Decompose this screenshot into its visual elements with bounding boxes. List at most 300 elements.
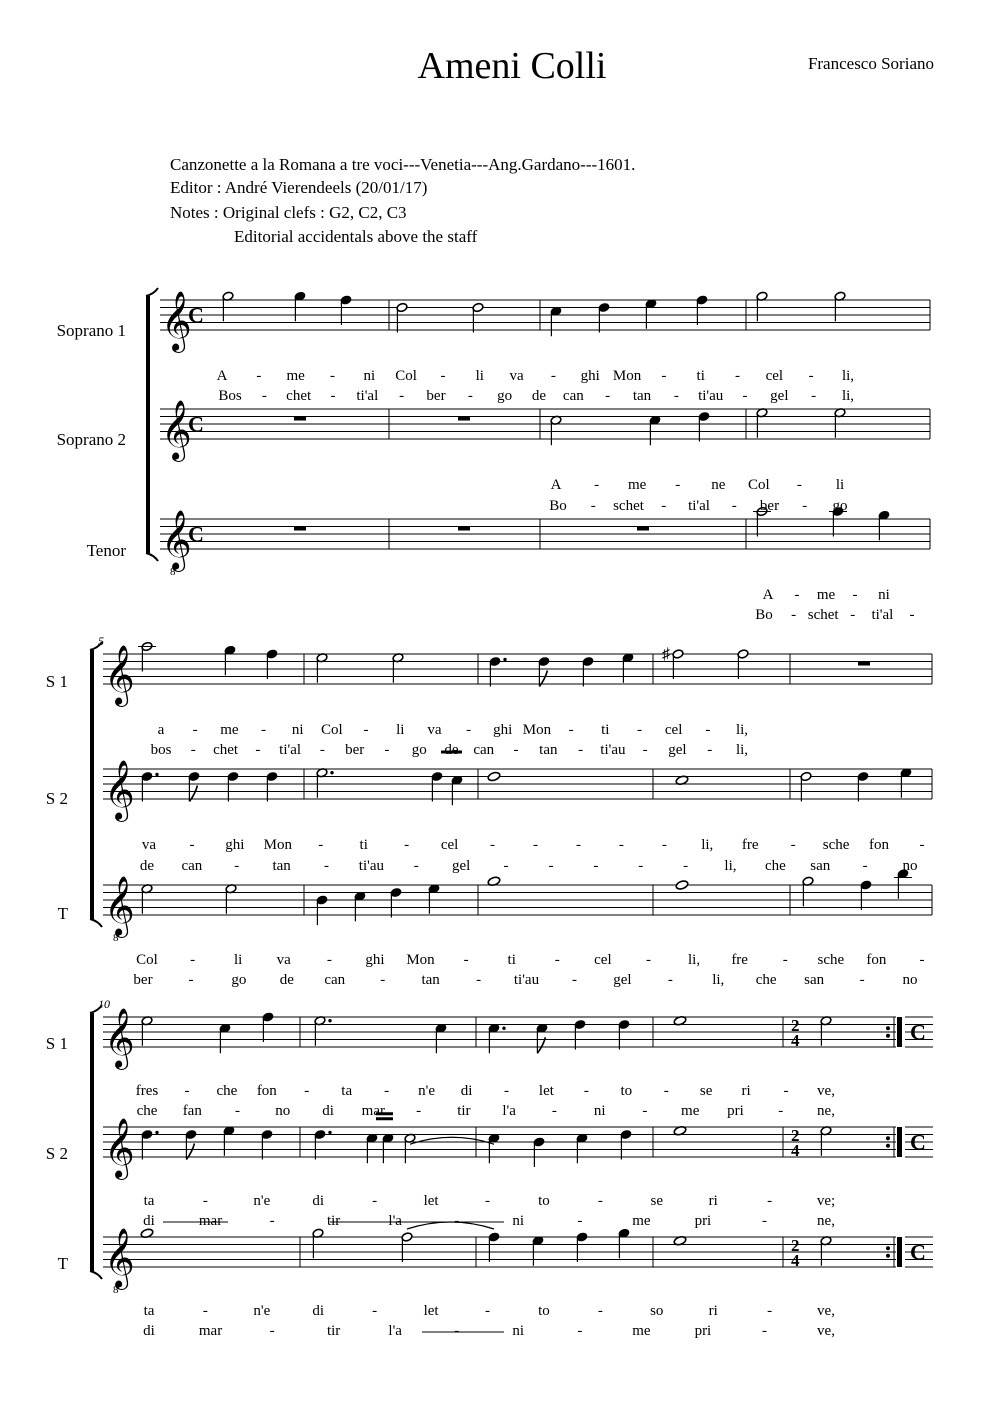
voice-name-tenor: Tenor	[86, 541, 126, 560]
lyric-verse2: -	[503, 858, 509, 874]
lyric-verse2: -	[707, 742, 713, 758]
lyric-verse1: -	[575, 837, 581, 853]
lyric-verse2: de	[139, 858, 155, 874]
lyric-verse2: -	[319, 742, 325, 758]
treble-clef-icon: 𝄞	[104, 1230, 135, 1287]
lyric-verse2: fan	[182, 1103, 202, 1119]
lyric-verse1: let	[538, 1083, 554, 1099]
lyric-verse1: ve,	[817, 1083, 835, 1099]
lyric-verse2: ni	[593, 1103, 606, 1119]
common-time-icon: C	[188, 302, 204, 328]
whole-rest-icon	[294, 527, 306, 531]
lyric-verse1: -	[329, 368, 335, 384]
lyric-verse2: -	[384, 742, 390, 758]
lyric-verse1: -	[568, 722, 574, 738]
lyric-verse1: -	[597, 1193, 603, 1209]
lyric-verse1: -	[184, 1083, 190, 1099]
lyric-verse1: -	[597, 1303, 603, 1319]
system-bracket	[90, 1013, 94, 1271]
lyric-verse1: ni	[363, 368, 376, 384]
treble-clef-icon: 𝄞	[104, 1010, 135, 1067]
lyric-verse1: va	[509, 368, 524, 384]
lyric-verse1: let	[423, 1303, 439, 1319]
voice-short-t: T	[57, 904, 68, 923]
lyric-verse1: me	[627, 477, 647, 493]
lyric-verse2: schet	[613, 498, 644, 514]
lyric-verse1: va	[141, 837, 157, 853]
time-sig-bottom: 4	[791, 1141, 800, 1160]
lyric-verse2: li,	[735, 742, 749, 758]
lyric-verse2: ve,	[817, 1323, 835, 1339]
lyric-verse1: -	[852, 587, 858, 603]
lyric-verse2: schet	[807, 607, 839, 623]
lyric-verse2: ber	[426, 388, 446, 404]
lyric-verse2: -	[467, 388, 473, 404]
lyric-verse1: cel	[664, 722, 683, 738]
augmentation-dot	[502, 1027, 505, 1030]
notehead	[487, 771, 501, 782]
augmentation-dot	[330, 771, 333, 774]
lyric-verse2: ne,	[817, 1103, 835, 1119]
lyric-verse2: can	[473, 742, 495, 758]
lyric-verse2: go	[497, 388, 513, 404]
bracket-hook	[90, 642, 102, 650]
lyric-verse1: ghi	[493, 722, 513, 738]
repeat-dot	[886, 1136, 890, 1140]
octave-mark: 8	[170, 566, 176, 578]
lyric-verse2: mar	[198, 1323, 223, 1339]
lyric-verse2: -	[454, 1213, 460, 1229]
lyric-verse2: de	[444, 742, 459, 758]
lyric-verse2: bos	[150, 742, 172, 758]
lyric-verse2: ti'al	[279, 742, 302, 758]
lyric-verse1: ti	[601, 722, 610, 738]
lyric-verse2: che	[136, 1103, 158, 1119]
lyric-verse2: me	[632, 1213, 651, 1229]
lyric-verse2: Bo	[755, 607, 773, 623]
treble-clef-icon: 𝄞	[104, 762, 135, 819]
lyric-verse1: cel	[765, 368, 784, 384]
time-sig-top: 2	[791, 1236, 800, 1255]
lyric-verse2: mar	[198, 1213, 223, 1229]
lyric-verse2: ne,	[817, 1213, 835, 1229]
time-sig-top: 2	[791, 1126, 800, 1145]
lyric-verse2: -	[859, 972, 865, 988]
lyric-verse1: Mon	[406, 952, 435, 968]
lyric-verse1: me	[816, 587, 836, 603]
lyric-verse2: ti'au	[698, 388, 724, 404]
treble-clef-icon: 𝄞	[104, 878, 135, 935]
lyric-verse1: fon	[869, 837, 890, 853]
lyric-verse2: pri	[694, 1323, 712, 1339]
lyric-verse1: so	[650, 1303, 664, 1319]
lyric-verse2: -	[673, 388, 679, 404]
clef-notes: Notes : Original clefs : G2, C2, C3	[170, 203, 407, 222]
lyric-verse1: fon	[866, 952, 887, 968]
lyric-verse1: -	[202, 1303, 208, 1319]
lyric-verse1: -	[190, 952, 196, 968]
lyric-verse1: di	[312, 1193, 325, 1209]
lyric-verse1: ri	[708, 1193, 718, 1209]
lyric-verse1: -	[735, 368, 741, 384]
lyric-verse2: -	[454, 1323, 460, 1339]
lyric-verse2: -	[791, 607, 797, 623]
lyric-verse1: ve,	[817, 1303, 835, 1319]
lyric-verse1: -	[466, 722, 472, 738]
bracket-hook	[90, 919, 102, 927]
lyric-verse1: fres	[135, 1083, 159, 1099]
lyric-verse1: -	[189, 837, 195, 853]
lyric-verse2: -	[683, 858, 689, 874]
lyric-verse2: tir	[326, 1213, 341, 1229]
lyric-verse1: -	[490, 837, 496, 853]
lyric-verse2: -	[593, 858, 599, 874]
bracket-hook	[90, 1271, 102, 1279]
lyric-verse2: no	[902, 858, 918, 874]
repeat-dot	[886, 1144, 890, 1148]
lyric-verse2: che	[764, 858, 786, 874]
lyric-verse1: fon	[256, 1083, 277, 1099]
lyric-verse1: va	[427, 722, 442, 738]
whole-rest-icon	[458, 417, 470, 421]
measure-number: 10	[98, 997, 110, 1011]
lyric-verse1: -	[372, 1193, 378, 1209]
final-barline	[897, 1127, 902, 1157]
lyric-verse1: me	[286, 368, 305, 384]
lyric-verse2: pri	[727, 1103, 744, 1119]
lyric-verse1: -	[767, 1303, 773, 1319]
lyric-verse2: gel	[613, 972, 632, 988]
lyric-verse2: -	[413, 858, 419, 874]
lyric-verse2: tan	[272, 858, 291, 874]
lyric-verse1: -	[440, 368, 446, 384]
lyric-verse2: -	[590, 498, 596, 514]
tie	[407, 1222, 494, 1229]
lyric-verse1: -	[790, 837, 796, 853]
lyric-verse2: tan	[421, 972, 440, 988]
augmentation-dot	[155, 773, 158, 776]
lyric-verse1: Mon	[612, 368, 642, 384]
lyric-verse2: di	[143, 1213, 155, 1229]
lyric-verse2: ti'au	[600, 742, 626, 758]
lyric-verse2: tir	[326, 1323, 341, 1339]
lyric-verse2: che	[755, 972, 777, 988]
bracket-hook	[146, 288, 158, 296]
voice-short-s2: S 2	[45, 1144, 68, 1163]
lyric-verse1: -	[583, 1083, 589, 1099]
lyric-verse2: me	[681, 1103, 700, 1119]
lyric-verse1: -	[550, 368, 556, 384]
lyric-verse1: -	[533, 837, 538, 853]
lyric-verse1: a	[157, 722, 165, 738]
lyric-verse1: -	[485, 1303, 490, 1319]
page-title: Ameni Colli	[417, 45, 607, 87]
lyric-verse2: -	[330, 388, 336, 404]
lyric-verse1: -	[919, 837, 925, 853]
lyric-verse2: -	[909, 607, 915, 623]
final-barline	[897, 1017, 902, 1047]
lyric-verse2: can	[562, 388, 584, 404]
lyric-verse1: ti	[359, 837, 368, 853]
time-sig-top: 2	[791, 1016, 800, 1035]
whole-rest-icon	[858, 662, 870, 666]
lyric-verse1: -	[919, 952, 925, 968]
time-sig-bottom: 4	[791, 1031, 800, 1050]
time-sig-bottom: 4	[791, 1251, 800, 1270]
lyric-verse1: -	[256, 368, 262, 384]
lyric-verse2: no	[275, 1103, 291, 1119]
lyric-verse2: chet	[286, 388, 312, 404]
lyric-verse1: -	[554, 952, 560, 968]
lyric-verse2: -	[571, 972, 577, 988]
lyric-verse1: -	[767, 1193, 773, 1209]
lyric-verse1: -	[618, 837, 624, 853]
lyric-verse2: de	[279, 972, 294, 988]
lyric-verse1: li,	[735, 722, 749, 738]
sharp-icon: ♯	[662, 646, 670, 663]
lyric-verse2: tir	[457, 1103, 471, 1119]
lyric-verse1: -	[384, 1083, 390, 1099]
lyric-verse2: -	[802, 498, 808, 514]
lyric-verse2: -	[380, 972, 386, 988]
lyric-verse1: ta	[143, 1303, 155, 1319]
lyric-verse1: -	[661, 837, 667, 853]
lyric-verse2: -	[324, 858, 330, 874]
lyric-verse2: mar	[361, 1103, 385, 1119]
lyric-verse2: l'a	[502, 1103, 516, 1119]
lyric-verse2: de	[531, 388, 547, 404]
lyric-verse2: gel	[668, 742, 687, 758]
lyric-verse2: -	[850, 607, 856, 623]
lyric-verse1: -	[261, 722, 267, 738]
lyric-verse1: ri	[708, 1303, 718, 1319]
lyric-verse1: Col	[395, 368, 417, 384]
lyric-verse1: ti	[507, 952, 516, 968]
lyric-verse1: Mon	[263, 837, 293, 853]
treble-clef-icon: 𝄞	[161, 402, 192, 459]
common-time-icon: C	[910, 1019, 926, 1045]
lyric-verse2: me	[632, 1323, 651, 1339]
lyric-verse2: ti'al	[356, 388, 379, 404]
lyric-verse2: -	[577, 1323, 583, 1339]
lyric-verse1: li,	[688, 952, 701, 968]
lyric-verse2: -	[577, 1213, 583, 1229]
voice-short-s1: S 1	[45, 1034, 68, 1053]
bracket-hook	[146, 553, 158, 561]
lyric-verse2: go	[411, 742, 427, 758]
lyric-verse2: -	[476, 972, 482, 988]
lyric-verse2: can	[324, 972, 346, 988]
lyric-verse1: A	[216, 368, 228, 384]
lyric-verse1: to	[538, 1303, 550, 1319]
lyric-verse1: sche	[822, 837, 850, 853]
lyric-verse1: ghi	[365, 952, 385, 968]
voice-short-t: T	[57, 1254, 68, 1273]
lyric-verse1: li	[234, 952, 243, 968]
lyric-verse1: fre	[741, 837, 759, 853]
common-time-icon: C	[188, 521, 204, 547]
lyric-verse2: ber	[133, 972, 153, 988]
tie	[410, 1137, 494, 1144]
lyric-verse1: -	[202, 1193, 208, 1209]
lyric-verse2: di	[143, 1323, 155, 1339]
treble-clef-icon: 𝄞	[161, 512, 192, 569]
common-time-icon: C	[910, 1239, 926, 1265]
lyric-verse2: -	[190, 742, 196, 758]
lyric-verse2: -	[605, 388, 611, 404]
lyric-verse2: -	[551, 1103, 557, 1119]
lyric-verse1: va	[276, 952, 291, 968]
augmentation-dot	[503, 658, 506, 661]
lyric-verse1: -	[782, 952, 788, 968]
lyric-verse2: li,	[724, 858, 737, 874]
whole-rest-icon	[458, 527, 470, 531]
lyric-verse2: Bo	[549, 498, 567, 514]
lyric-verse1: Col	[136, 952, 158, 968]
lyric-verse1: ni	[878, 587, 890, 603]
lyric-verse1: sche	[817, 952, 845, 968]
lyric-verse2: -	[731, 498, 737, 514]
lyric-verse1: -	[636, 722, 642, 738]
lyric-verse2: can	[181, 858, 203, 874]
lyric-verse2: no	[902, 972, 918, 988]
lyric-verse2: -	[513, 742, 519, 758]
lyric-verse1: to	[620, 1083, 633, 1099]
lyric-verse2: go	[231, 972, 247, 988]
lyric-verse1: ghi	[225, 837, 245, 853]
whole-rest-icon	[294, 417, 306, 421]
lyric-verse1: di	[312, 1303, 325, 1319]
composer-name: Francesco Soriano	[807, 54, 934, 73]
lyric-verse1: ta	[143, 1193, 155, 1209]
lyric-verse1: cel	[440, 837, 459, 853]
lyric-verse1: n'e	[253, 1303, 271, 1319]
lyric-verse1: Col	[748, 477, 770, 493]
voice-name-soprano1: Soprano 1	[56, 321, 126, 340]
voice-short-s1: S 1	[45, 672, 68, 691]
source-info: Canzonette a la Romana a tre voci---Venetia---Ang.Gardano---1601.	[170, 155, 636, 174]
lyric-verse2: l'a	[388, 1323, 402, 1339]
octave-mark: 8	[113, 932, 119, 944]
lyric-verse1: -	[485, 1193, 490, 1209]
lyric-verse2: -	[667, 972, 673, 988]
repeat-dot	[886, 1026, 890, 1030]
system-bracket	[90, 650, 94, 919]
lyric-verse1: fre	[731, 952, 748, 968]
lyric-verse2: tan	[539, 742, 558, 758]
lyric-verse2: -	[416, 1103, 422, 1119]
final-barline	[897, 1237, 902, 1267]
lyric-verse2: -	[261, 388, 267, 404]
lyric-verse1: Col	[321, 722, 343, 738]
lyric-verse2: ber	[759, 498, 780, 514]
lyric-verse1: ta	[341, 1083, 353, 1099]
lyric-verse1: to	[538, 1193, 550, 1209]
lyric-verse1: -	[663, 1083, 669, 1099]
lyric-verse2: gel	[452, 858, 471, 874]
lyric-verse1: let	[423, 1193, 439, 1209]
lyric-verse1: A	[550, 477, 562, 493]
lyric-verse2: li,	[841, 388, 855, 404]
measure-number: 5	[98, 634, 104, 648]
lyric-verse2: -	[269, 1213, 275, 1229]
whole-rest-icon	[637, 527, 649, 531]
lyric-verse1: n'e	[418, 1083, 436, 1099]
lyric-verse2: -	[811, 388, 817, 404]
lyric-verse2: chet	[213, 742, 239, 758]
lyric-verse2: -	[235, 1103, 241, 1119]
lyric-verse2: -	[742, 388, 748, 404]
lyric-verse1: -	[783, 1083, 789, 1099]
lyric-verse1: -	[192, 722, 198, 738]
lyric-verse1: -	[363, 722, 369, 738]
lyric-verse1: li,	[701, 837, 714, 853]
lyric-verse1: -	[794, 587, 800, 603]
lyric-verse1: me	[220, 722, 239, 738]
augmentation-dot	[328, 1019, 331, 1022]
lyric-verse2: -	[761, 1213, 767, 1229]
bracket-hook	[90, 1005, 102, 1013]
lyric-verse1: ri	[741, 1083, 751, 1099]
lyric-verse2: -	[548, 858, 554, 874]
lyric-verse2: -	[661, 498, 667, 514]
lyric-verse1: ne	[711, 477, 726, 493]
lyric-verse1: ve;	[816, 1193, 836, 1209]
augmentation-dot	[328, 1131, 331, 1134]
lyric-verse2: ni	[512, 1213, 525, 1229]
lyric-verse1: se	[650, 1193, 663, 1209]
treble-clef-icon: 𝄞	[104, 647, 135, 704]
lyric-verse2: -	[399, 388, 405, 404]
lyric-verse1: ni	[291, 722, 304, 738]
lyric-verse1: -	[645, 952, 651, 968]
lyric-verse1: li	[475, 368, 484, 384]
lyric-verse2: san	[804, 972, 825, 988]
repeat-dot	[886, 1254, 890, 1258]
voice-short-s2: S 2	[45, 789, 68, 808]
lyric-verse2: di	[322, 1103, 334, 1119]
lyric-verse2: tan	[632, 388, 652, 404]
lyric-verse2: ni	[512, 1323, 525, 1339]
lyric-verse2: l'a	[388, 1213, 402, 1229]
lyric-verse1: -	[404, 837, 410, 853]
repeat-dot	[886, 1246, 890, 1250]
lyric-verse2: -	[269, 1323, 275, 1339]
lyric-verse2: -	[778, 1103, 784, 1119]
lyric-verse1: cel	[594, 952, 612, 968]
lyric-verse1: li	[396, 722, 405, 738]
common-time-icon: C	[910, 1129, 926, 1155]
augmentation-dot	[155, 1131, 158, 1134]
treble-clef-icon: 𝄞	[104, 1120, 135, 1177]
voice-name-soprano2: Soprano 2	[56, 430, 126, 449]
treble-clef-icon: 𝄞	[161, 293, 192, 350]
lyric-verse1: -	[705, 722, 711, 738]
lyric-verse2: -	[642, 742, 648, 758]
lyric-verse1: -	[808, 368, 814, 384]
lyric-verse2: -	[761, 1323, 767, 1339]
common-time-icon: C	[188, 411, 204, 437]
lyric-verse1: -	[594, 477, 600, 493]
lyric-verse1: Mon	[522, 722, 552, 738]
lyric-verse1: -	[661, 368, 667, 384]
system-bracket	[146, 296, 150, 553]
lyric-verse1: di	[460, 1083, 473, 1099]
lyric-verse1: -	[675, 477, 681, 493]
lyric-verse2: -	[234, 858, 240, 874]
lyric-verse1: A	[762, 587, 774, 603]
lyric-verse2: -	[638, 858, 644, 874]
